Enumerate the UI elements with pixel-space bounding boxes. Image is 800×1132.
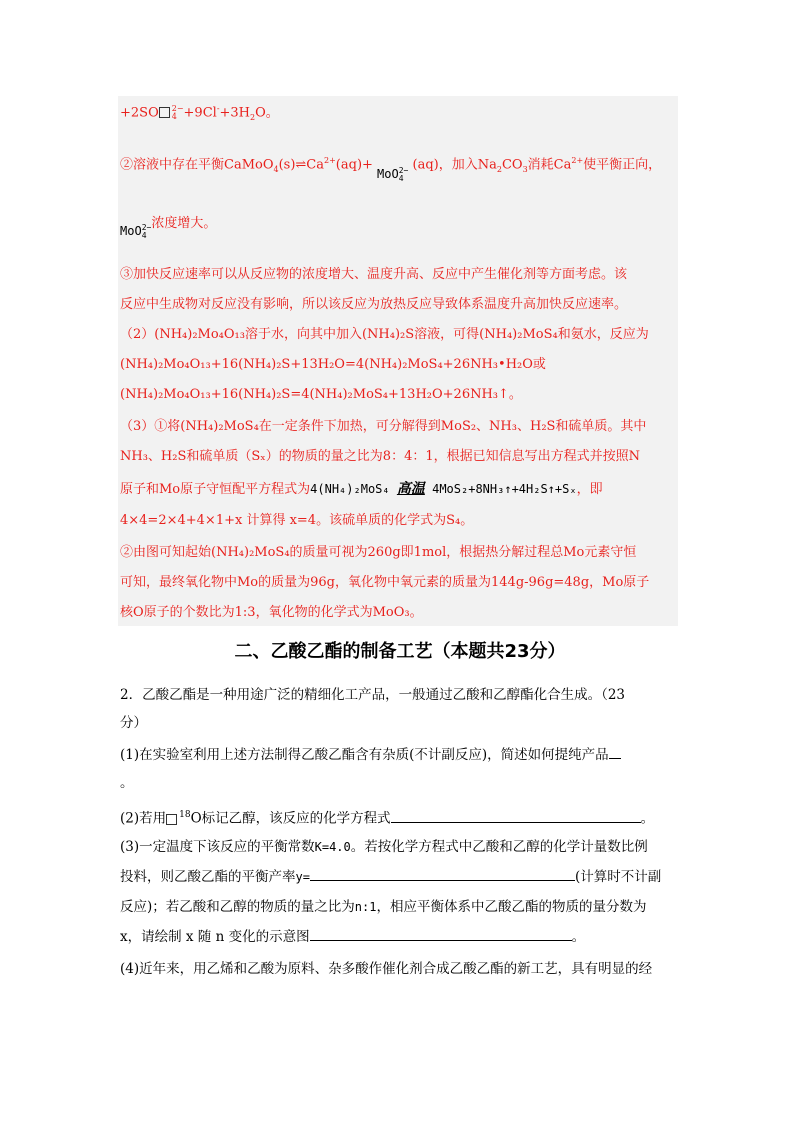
answer-line-9: （3）①将(NH₄)₂MoS₄在一定条件下加热，可分解得到MoS₂、NH₃、H₂S和硫单质。其中 <box>120 419 647 434</box>
section-title: 二、乙酸乙酯的制备工艺（本题共23分） <box>234 641 566 662</box>
question-stem-line-1: 2．乙酸乙酯是一种用途广泛的精细化工产品，一般通过乙酸和乙醇酯化合生成。（23 <box>120 687 626 703</box>
answer-line-13: ②由图可知起始(NH₄)₂MoS₄的质量可视为260g即1mol，根据热分解过程总Mo元素守恒 <box>120 545 637 560</box>
answer-line-4: ③加快反应速率可以从反应物的浓度增大、温度升高、反应中产生催化剂等方面考虑。该 <box>120 267 628 282</box>
answer-line-2: ②溶液中存在平衡$CaMoO_4(s)\rightleftharpoons Ca^{2+}(aq)+ MoO2-$ 4 (aq)，加入$Na_2CO_3$消耗$Ca^{2+}$使平衡正向， <box>120 156 662 183</box>
answer-line-7: (NH₄)₂Mo₄O₁₃+16(NH₄)₂S+13H₂O=4(NH₄)₂MoS₄+26NH₃•H₂O或 <box>120 357 546 372</box>
placeholder-box-icon <box>159 107 170 118</box>
answer-line-10: NH₃、H₂S和硫单质（Sₓ）的物质的量之比为8：4：1，根据已知信息写出方程式并按照N <box>120 449 640 464</box>
answer-line-5: 反应中生成物对反应没有影响，所以该反应为放热反应导致体系温度升高加快反应速率。 <box>120 297 628 312</box>
subquestion-1: (1)在实验室利用上述方法制得乙酸乙酯含有杂质(不计副反应)，简述如何提纯产品 <box>120 746 680 764</box>
subquestion-3-line-4: x，请绘制 x 随 n 变化的示意图 。 <box>120 929 586 945</box>
placeholder-box-icon <box>166 814 177 825</box>
answer-blank-1[interactable] <box>609 746 621 759</box>
decomposition-equation: 4(NH₄)₂MoS₄ 高温 4MoS₂+8NH₃↑+4H₂S↑+Sₓ <box>310 481 577 497</box>
answer-line-15: 核O原子的个数比为1:3，氧化物的化学式为MoO₃。 <box>120 605 423 620</box>
subquestion-3-line-3: 反应)；若乙酸和乙醇的物质的量之比为n:1，相应平衡体系中乙酸乙酯的物质的量分数为 <box>120 899 647 915</box>
answer-line-1: +2SO 2− $4 +9Cl^-+3H_2O$。 <box>120 103 279 122</box>
subquestion-2: (2)若用 $^{18}$O标记乙醇，该反应的化学方程式 。 <box>120 810 655 827</box>
answer-line-3: MoO2− 4浓度增大。 <box>120 216 217 240</box>
answer-blank-4[interactable] <box>310 928 572 941</box>
answer-blank-3[interactable] <box>310 868 575 881</box>
answer-line-6: （2）(NH₄)₂Mo₄O₁₃溶于水，向其中加入(NH₄)₂S溶液，可得(NH₄)₂MoS₄和氨水，反应为 <box>120 327 649 342</box>
subquestion-3-line-2: 投料，则乙酸乙酯的平衡产率y= (计算时不计副 <box>120 869 662 885</box>
answer-line-12: 4×4=2×4+4×1+x 计算得 x=4。该硫单质的化学式为S₄。 <box>120 513 474 528</box>
subquestion-4: (4)近年来，用乙烯和乙酸为原料、杂多酸作催化剂合成乙酸乙酯的新工艺，具有明显的经 <box>120 961 653 977</box>
subquestion-3-line-1: (3)一定温度下该反应的平衡常数K=4.0。若按化学方程式中乙酸和乙醇的化学计量数比例 <box>120 839 648 855</box>
answer-line-11: 原子和Mo原子守恒配平方程式为4(NH₄)₂MoS₄ 高温 4MoS₂+8NH₃↑+4H₂S↑+Sₓ，即 <box>120 481 603 497</box>
ion-charge: 2− 4 <box>171 103 184 121</box>
question-stem-line-2: 分） <box>120 715 147 731</box>
answer-line-8: (NH₄)₂Mo₄O₁₃+16(NH₄)₂S=4(NH₄)₂MoS₄+13H₂O+26NH₃↑。 <box>120 387 522 402</box>
answer-blank-2[interactable] <box>391 810 641 823</box>
subquestion-1-end: 。 <box>120 775 134 791</box>
answer-line-14: 可知，最终氧化物中Mo的质量为96g，氧化物中氧元素的质量为144g-96g=48g，Mo原子 <box>120 575 650 590</box>
